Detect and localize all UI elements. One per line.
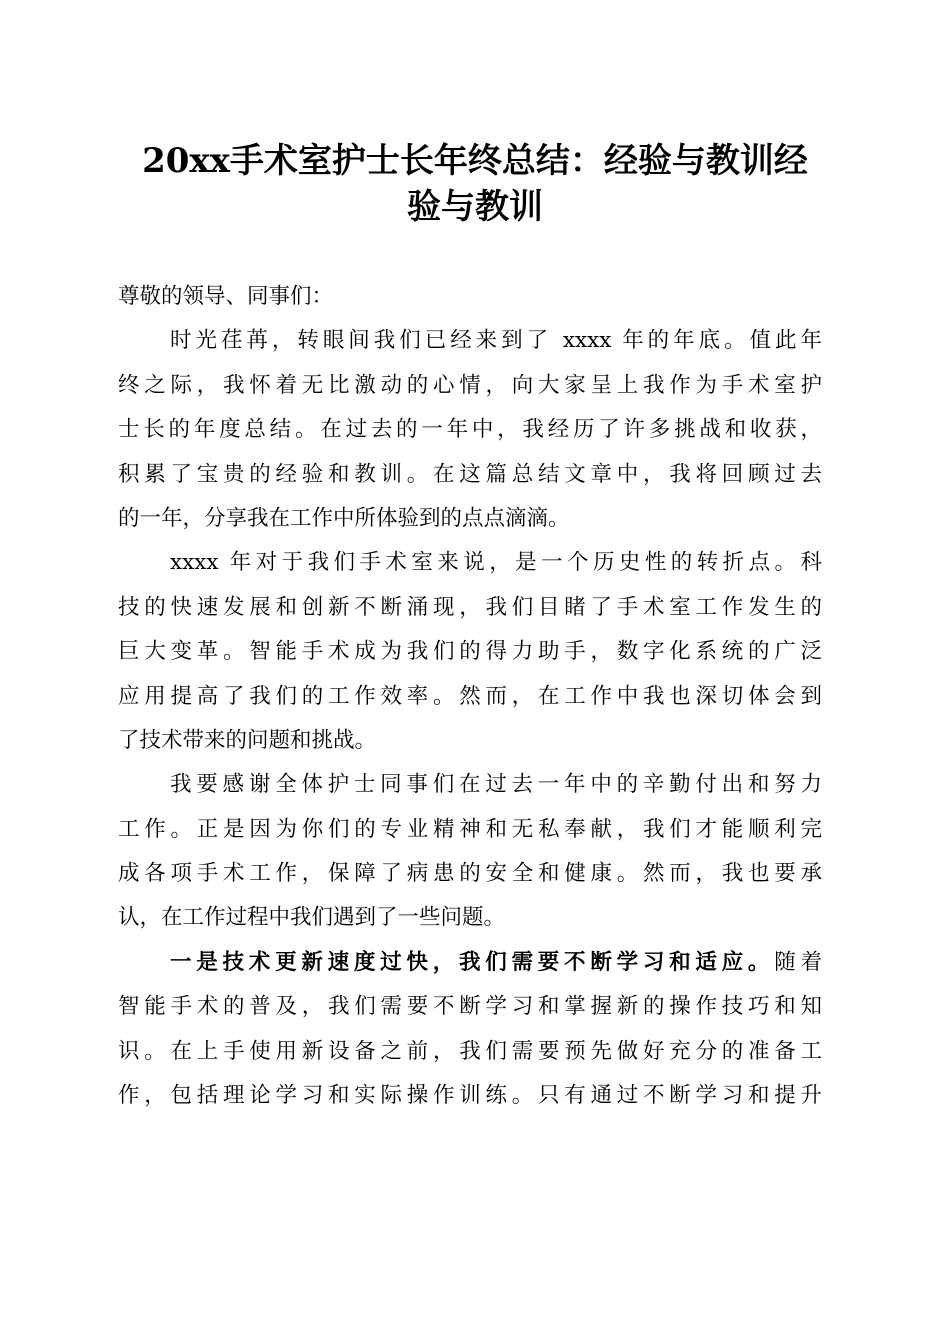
text-span: 随着 [774,949,822,975]
text-line: 技的快速发展和创新不断涌现，我们目睹了手术室工作发生的 [118,594,822,620]
text-line: 的一年，分享我在工作中所体验到的点点滴滴。 [118,505,570,531]
paragraph-3 [118,768,822,946]
text-line: 应用提高了我们的工作效率。然而，在工作中我也深切体会到 [118,683,822,709]
paragraph-2 [118,546,822,768]
bold-lead: 一是技术更新速度过快，我们需要不断学习和适应。 [170,949,775,975]
document-title [100,138,850,230]
text-line: 作，包括理论学习和实际操作训练。只有通过不断学习和提升 [118,1083,822,1109]
paragraph-4 [118,946,822,1124]
text-line: 了技术带来的问题和挑战。 [118,727,377,753]
text-line: 时光荏苒，转眼间我们已经来到了 xxxx 年的年底。值此年 [170,328,822,354]
text-line: 我要感谢全体护士同事们在过去一年中的辛勤付出和努力 [170,772,822,798]
text-line: 成各项手术工作，保障了病患的安全和健康。然而，我也要承 [118,861,822,887]
text-line: 终之际，我怀着无比激动的心情，向大家呈上我作为手术室护 [118,372,822,398]
text-line: 识。在上手使用新设备之前，我们需要预先做好充分的准备工 [118,1038,822,1064]
text-line: xxxx 年对于我们手术室来说，是一个历史性的转折点。科 [170,550,822,576]
title-line-2: 验与教训 [407,187,543,227]
text-line: 智能手术的普及，我们需要不断学习和掌握新的操作技巧和知 [118,994,822,1020]
text-line [118,946,822,990]
text-line: 工作。正是因为你们的专业精神和无私奉献，我们才能顺利完 [118,816,822,842]
text-line: 积累了宝贵的经验和教训。在这篇总结文章中，我将回顾过去 [118,461,822,487]
text-line: 巨大变革。智能手术成为我们的得力助手，数字化系统的广泛 [118,639,822,665]
document-body [118,280,822,1123]
title-line-1: 20xx手术室护士长年终总结：经验与教训经 [142,141,808,181]
text-line: 士长的年度总结。在过去的一年中，我经历了许多挑战和收获， [118,417,822,443]
salutation: 尊敬的领导、同事们： [118,284,334,309]
text-line: 认，在工作过程中我们遇到了一些问题。 [118,905,506,931]
paragraph-1 [118,324,822,546]
